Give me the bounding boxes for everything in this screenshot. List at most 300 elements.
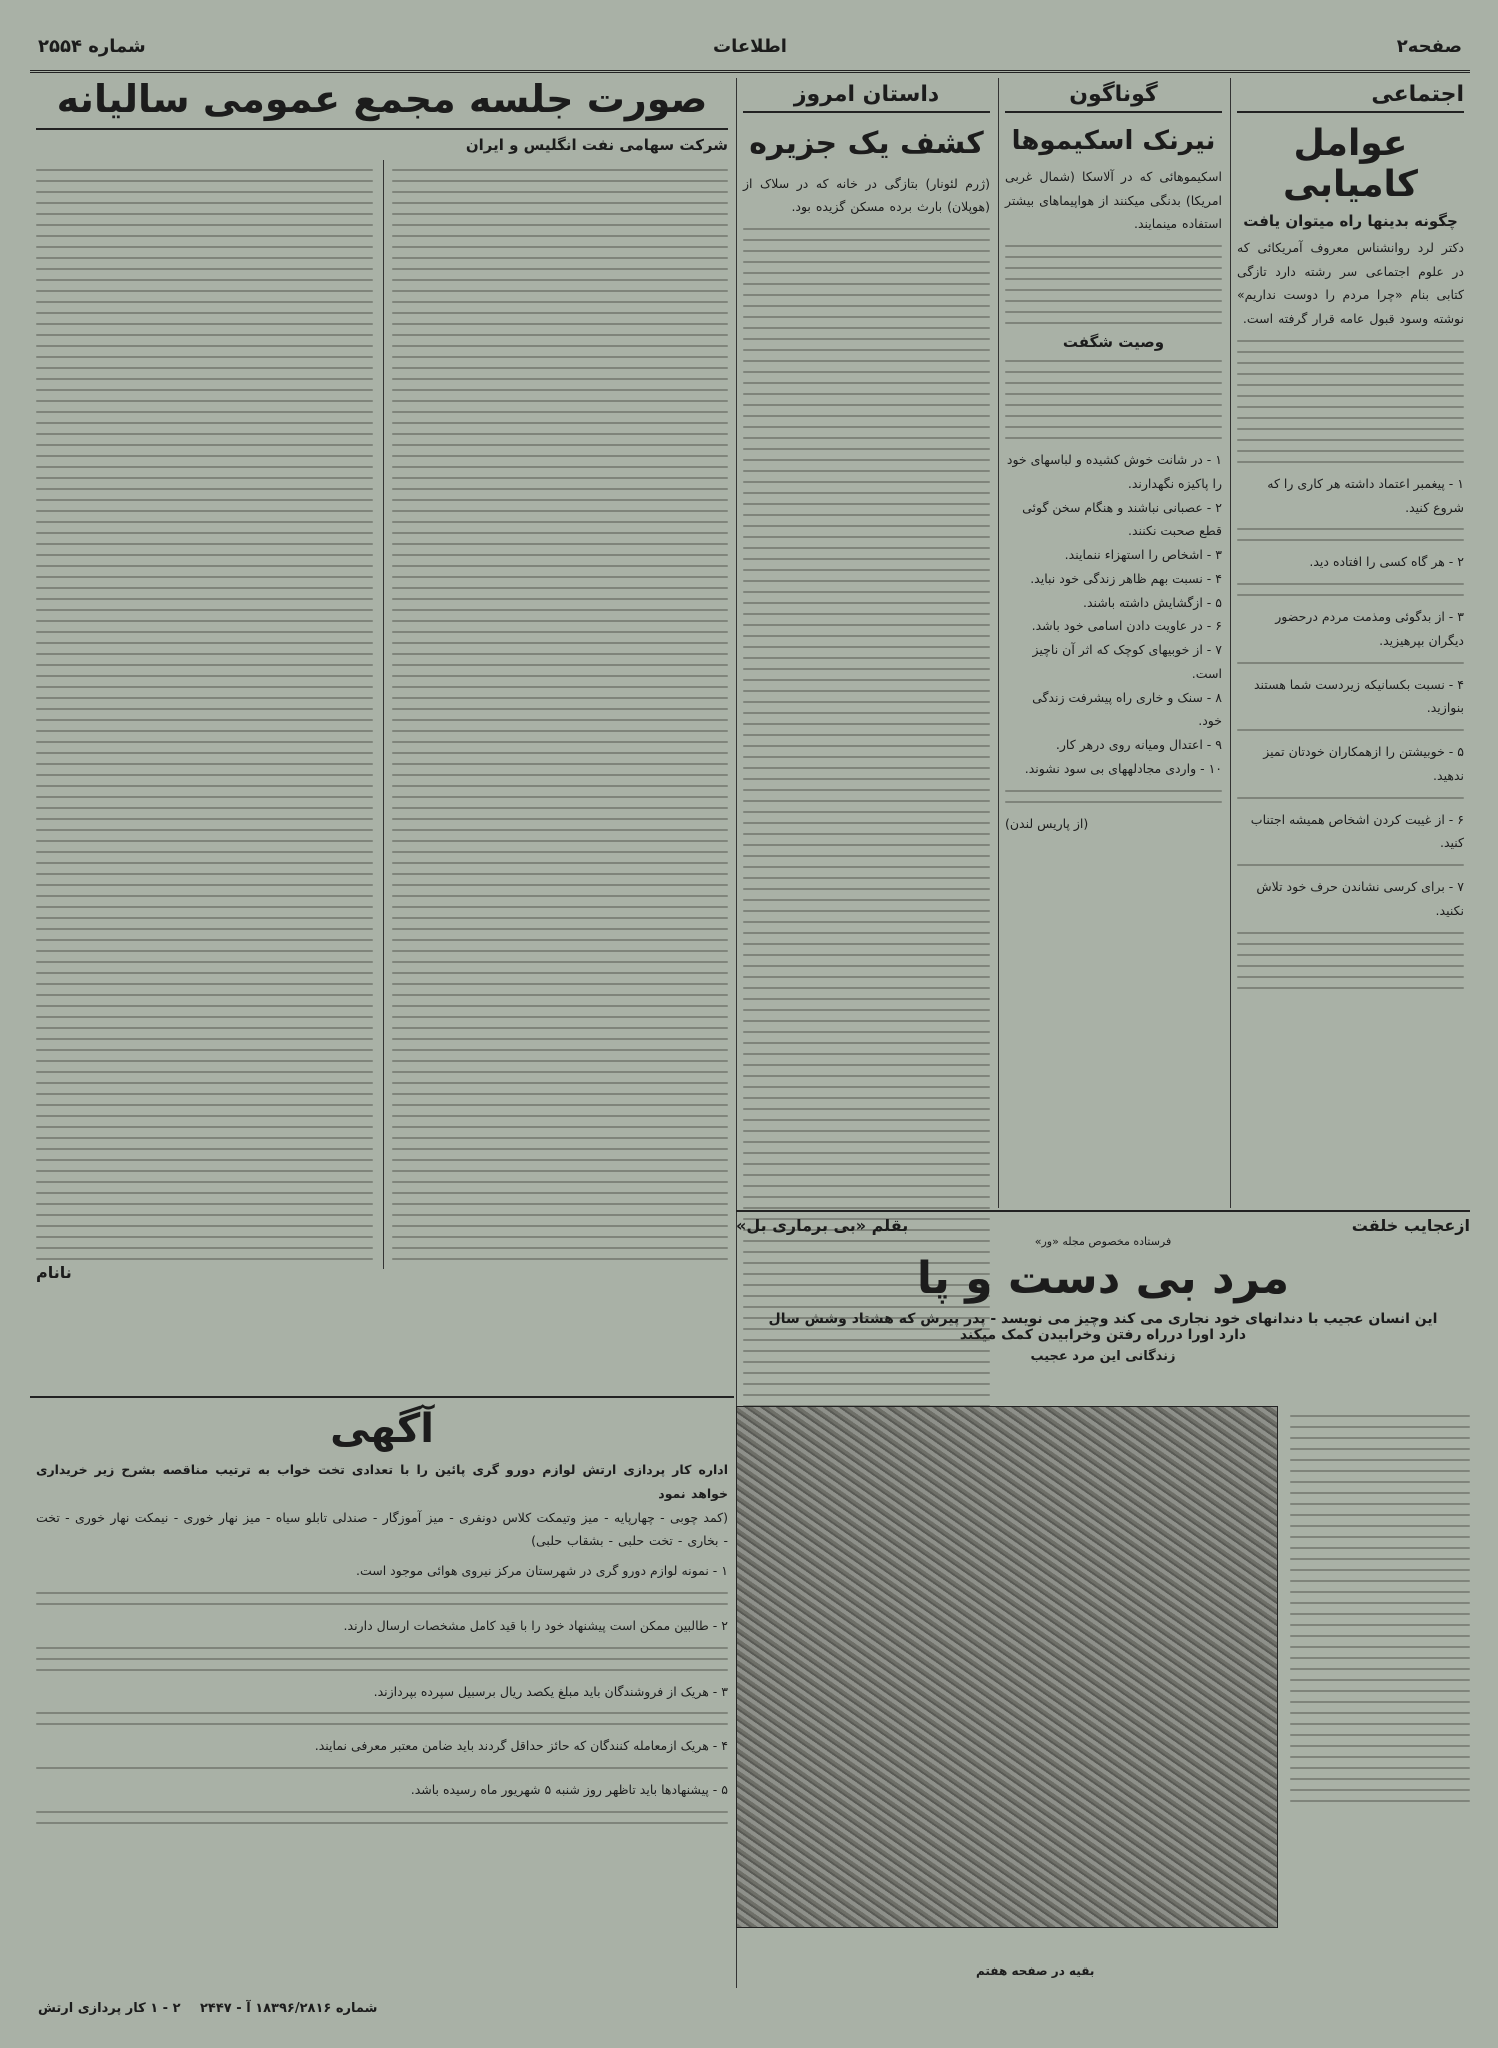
text-line [392, 422, 729, 424]
text-line [1290, 1437, 1470, 1439]
list-item: ۱ - پیغمبر اعتماد داشته هر کاری را که شروع کنید. [1267, 475, 1464, 515]
text-line [36, 279, 373, 281]
text-line [392, 169, 729, 171]
list-item: ۴ - هریک ازمعامله کنندگان که حائز حداقل گردند باید ضامن معتبر معرفی نمایند. [314, 1738, 728, 1754]
text-line [1290, 1668, 1470, 1670]
text-line [392, 1159, 729, 1161]
text-line [743, 1185, 990, 1187]
text-line [1237, 539, 1464, 541]
text-line [1290, 1580, 1470, 1582]
text-line [36, 378, 373, 380]
text-line [743, 855, 990, 857]
meeting-columns [36, 160, 728, 1269]
text-line [392, 1192, 729, 1194]
text-line [36, 950, 373, 952]
text-line [1290, 1712, 1470, 1714]
text-line [1290, 1558, 1470, 1560]
list-item: ۶ - از غیبت کردن اشخاص همیشه اجتناب کنید. [1250, 811, 1464, 851]
text-line [743, 338, 990, 340]
text-lines [1290, 1415, 1470, 1802]
headline-wonders: مرد بی دست و پا [916, 1253, 1290, 1304]
text-line [392, 312, 729, 314]
text-line [36, 499, 373, 501]
text-line [36, 543, 373, 545]
text-line [36, 609, 373, 611]
ad-footer-org: ۲ - ۱ کار پردازی ارتش [38, 2001, 181, 2016]
headline-story: کشف یک جزیره [749, 126, 984, 161]
newspaper-page [30, 30, 1470, 2020]
text-line [743, 514, 990, 516]
list-misc [1005, 448, 1222, 835]
text-line [36, 1647, 728, 1649]
text-line [36, 1082, 373, 1084]
text-line [743, 1130, 990, 1132]
text-line [1290, 1514, 1470, 1516]
text-line [743, 965, 990, 967]
text-line [743, 415, 990, 417]
text-line [36, 235, 373, 237]
text-line [1290, 1613, 1470, 1615]
text-line [36, 334, 373, 336]
text-line [36, 246, 373, 248]
text-line [36, 653, 373, 655]
text-line [392, 730, 729, 732]
text-line [392, 488, 729, 490]
text-line [36, 1016, 373, 1018]
text-line [1005, 426, 1222, 428]
text-line [36, 686, 373, 688]
text-line [392, 345, 729, 347]
text-line [743, 789, 990, 791]
page-footer [30, 1992, 1470, 2020]
text-line [36, 1005, 373, 1007]
text-line [1290, 1745, 1470, 1747]
text-line [743, 932, 990, 934]
text-line [392, 620, 729, 622]
text-line [392, 653, 729, 655]
list-item: ۱ - در شانت خوش کشیده و لباسهای خود را پاکیزه نگهدارند. [1006, 452, 1222, 491]
page-number: صفحه۲ [1396, 36, 1462, 57]
text-line [743, 1174, 990, 1176]
text-line [1237, 954, 1464, 956]
text-line [1237, 864, 1464, 866]
list-item: ۲ - طالبین ممکن است پیشنهاد خود را با قید کامل مشخصات ارسال دارند. [343, 1617, 728, 1633]
text-line [1005, 245, 1222, 247]
text-line [743, 492, 990, 494]
text-line [36, 345, 373, 347]
ad-block [30, 1396, 734, 1986]
text-line [392, 433, 729, 435]
text-line [392, 1258, 729, 1260]
text-line [36, 400, 373, 402]
text-line [1237, 583, 1464, 585]
text-line [36, 818, 373, 820]
headline-misc: نیرنک اسکیموها [1011, 126, 1216, 156]
text-line [743, 833, 990, 835]
text-line [1290, 1723, 1470, 1725]
text-line [392, 961, 729, 963]
text-line [36, 884, 373, 886]
list-item: ۷ - از خوبیهای کوچک که اثر آن ناچیز است. [1032, 642, 1222, 681]
text-line [36, 224, 373, 226]
text-line [392, 510, 729, 512]
text-line [743, 690, 990, 692]
text-line [392, 279, 729, 281]
text-line [1237, 384, 1464, 386]
text-line [743, 305, 990, 307]
text-line [743, 1163, 990, 1165]
list-item: ۱۰ - واردی مجادلههای بی سود نشوند. [1024, 760, 1222, 776]
text-line [36, 466, 373, 468]
text-line [36, 1214, 373, 1216]
column-misc [998, 78, 1228, 1208]
text-line [392, 389, 729, 391]
text-line [743, 1075, 990, 1077]
byline: بقلم «بی برماری بل» [736, 1216, 909, 1235]
text-line [392, 367, 729, 369]
text-line [743, 1042, 990, 1044]
text-line [392, 895, 729, 897]
text-line [392, 774, 729, 776]
text-line [392, 257, 729, 259]
text-line [743, 503, 990, 505]
text-line [1290, 1800, 1470, 1802]
text-line [392, 785, 729, 787]
text-line [743, 877, 990, 879]
text-line [743, 646, 990, 648]
text-line [743, 360, 990, 362]
text-line [743, 811, 990, 813]
text-line [392, 664, 729, 666]
source-note: (از پاریس لندن) [1005, 815, 1089, 831]
ad-footer-ref: شماره ۱۸۳۹۶/۲۸۱۶ آ - ۲۴۴۷ [200, 2001, 378, 2016]
text-line [392, 598, 729, 600]
text-line [743, 547, 990, 549]
text-line [1237, 450, 1464, 452]
text-line [36, 587, 373, 589]
subhead-social: چگونه بدینها راه میتوان یافت [1243, 211, 1458, 230]
text-line [1005, 267, 1222, 269]
text-line [392, 444, 729, 446]
text-line [743, 679, 990, 681]
text-line [36, 411, 373, 413]
text-line [36, 1181, 373, 1183]
text-line [743, 1009, 990, 1011]
text-line [1237, 987, 1464, 989]
list-item: ۵ - ازگشایش داشته باشند. [1082, 594, 1222, 610]
text-line [36, 840, 373, 842]
text-line [392, 862, 729, 864]
text-line [1237, 428, 1464, 430]
text-line [392, 334, 729, 336]
text-line [1237, 932, 1464, 934]
text-line [392, 477, 729, 479]
ad-lead: اداره کار پردازی ارتش لوازم دورو گری پائین را با تعدادی تخت خواب به ترتیب مناقصه بشرح زیر خریداری خواهد نمود [36, 1462, 728, 1501]
text-line [36, 741, 373, 743]
text-line [1005, 404, 1222, 406]
text-line [36, 213, 373, 215]
text-line [743, 701, 990, 703]
text-line [36, 532, 373, 534]
wonders-block [736, 1216, 1470, 1986]
text-line [392, 851, 729, 853]
section-title-misc: گوناگون [1005, 78, 1222, 113]
text-line [743, 272, 990, 274]
text-line [743, 404, 990, 406]
closing-word: نانام [36, 1262, 72, 1282]
text-line [36, 664, 373, 666]
text-line [1237, 461, 1464, 463]
text-line [1290, 1525, 1470, 1527]
text-line [36, 169, 373, 171]
issue-number: شماره ۲۵۵۴ [38, 36, 146, 57]
text-line [743, 998, 990, 1000]
text-line [36, 510, 373, 512]
text-line [1005, 382, 1222, 384]
text-line [392, 642, 729, 644]
text-line [743, 767, 990, 769]
text-line [392, 994, 729, 996]
text-line [743, 954, 990, 956]
list-item: ۲ - عصبانی نباشند و هنگام سخن گوئی قطع صحبت نکنند. [1022, 499, 1222, 539]
text-line [743, 888, 990, 890]
text-line [36, 1712, 728, 1714]
text-line [392, 1170, 729, 1172]
text-line [36, 917, 373, 919]
text-line [1290, 1679, 1470, 1681]
text-line [36, 1060, 373, 1062]
text-line [1290, 1734, 1470, 1736]
text-line [743, 371, 990, 373]
text-line [36, 389, 373, 391]
masthead [30, 30, 1470, 73]
text-line [36, 620, 373, 622]
text-line [1290, 1657, 1470, 1659]
text-line [743, 866, 990, 868]
text-line [1290, 1635, 1470, 1637]
text-line [743, 536, 990, 538]
text-line [1237, 373, 1464, 375]
text-line [392, 752, 729, 754]
list-item: ۱ - نمونه لوازم دورو گری در شهرستان مرکز نیروی هوائی موجود است. [356, 1563, 728, 1578]
text-line [1005, 437, 1222, 439]
text-line [36, 367, 373, 369]
text-line [743, 602, 990, 604]
text-line [1005, 371, 1222, 373]
text-line [392, 807, 729, 809]
text-line [1290, 1778, 1470, 1780]
text-line [392, 1236, 729, 1238]
text-line [36, 1159, 373, 1161]
text-line [36, 1148, 373, 1150]
headline-social: عوامل کامیابی [1283, 123, 1418, 206]
text-line [1290, 1690, 1470, 1692]
text-line [36, 565, 373, 567]
text-line [1290, 1492, 1470, 1494]
text-line [1290, 1547, 1470, 1549]
text-line [1237, 340, 1464, 342]
meeting-col-left [36, 160, 373, 1269]
text-line [743, 1196, 990, 1198]
text-line [392, 972, 729, 974]
text-line [392, 840, 729, 842]
text-line [392, 565, 729, 567]
text-line [392, 939, 729, 941]
headline-meeting: صورت جلسه مجمع عمومی سالیانه [36, 78, 728, 130]
text-line [36, 1093, 373, 1095]
text-line [36, 730, 373, 732]
text-lines [1005, 360, 1222, 439]
text-line [743, 327, 990, 329]
text-line [392, 554, 729, 556]
text-line [743, 316, 990, 318]
divider-wonders [736, 1210, 1470, 1212]
text-line [36, 1658, 728, 1660]
text-line [1005, 801, 1222, 803]
text-line [36, 301, 373, 303]
text-line [743, 613, 990, 615]
text-line [392, 301, 729, 303]
text-line [1237, 406, 1464, 408]
text-line [36, 675, 373, 677]
text-line [1005, 790, 1222, 792]
text-line [743, 437, 990, 439]
text-line [743, 569, 990, 571]
text-line [1237, 362, 1464, 364]
text-line [36, 444, 373, 446]
text-line [392, 1104, 729, 1106]
text-line [743, 899, 990, 901]
text-line [36, 1192, 373, 1194]
text-line [392, 917, 729, 919]
text-line [36, 191, 373, 193]
intro-social: دکتر لرد روانشناس معروف آمریکائی که در علوم اجتماعی سر رشته دارد تازگی کتابی بنام «چرا مردم را دوست نداریم» نوشته وسود قبول عامه قرار گرفته است. [1237, 239, 1464, 327]
text-line [36, 1767, 728, 1769]
text-line [743, 712, 990, 714]
list-item: ۳ - هریک از فروشندگان باید مبلغ یکصد ریال برسبیل سپرده بپردازند. [373, 1683, 728, 1699]
byline-note: فرستاده مخصوص مجله «ور» [1034, 1235, 1172, 1248]
text-line [743, 481, 990, 483]
ad-list [36, 1559, 728, 1824]
text-line [392, 708, 729, 710]
text-line [392, 323, 729, 325]
meeting-col-right [383, 160, 729, 1269]
text-line [392, 873, 729, 875]
column-meeting [30, 78, 734, 1388]
text-line [1290, 1536, 1470, 1538]
list-item: ۹ - اعتدال ومیانه روی درهر کار. [1055, 737, 1222, 753]
text-line [36, 1126, 373, 1128]
text-lines [392, 169, 729, 1260]
text-line [1290, 1767, 1470, 1769]
text-line [36, 719, 373, 721]
column-social [1230, 78, 1470, 1208]
text-line [36, 521, 373, 523]
text-line [743, 624, 990, 626]
text-line [1005, 278, 1222, 280]
text-line [36, 1038, 373, 1040]
text-line [36, 939, 373, 941]
text-line [1005, 322, 1222, 324]
text-line [392, 906, 729, 908]
text-line [392, 290, 729, 292]
list-item: ۵ - خوبیشتن را ازهمکاران خودتان تمیز ندهید. [1263, 744, 1464, 783]
text-line [1005, 289, 1222, 291]
text-line [743, 800, 990, 802]
text-line [36, 1811, 728, 1813]
list-item: ۶ - در عاویت دادن اسامی خود باشد. [1031, 618, 1222, 634]
text-line [1005, 256, 1222, 258]
text-line [392, 455, 729, 457]
text-line [392, 983, 729, 985]
text-line [36, 697, 373, 699]
subhead-meeting: شرکت سهامی نفت انگلیس و ایران [465, 135, 728, 154]
text-line [392, 213, 729, 215]
text-line [392, 1126, 729, 1128]
text-line [392, 1225, 729, 1227]
text-line [743, 635, 990, 637]
list-item: ۲ - هر گاه کسی را افتاده دید. [1309, 554, 1464, 570]
text-line [36, 1027, 373, 1029]
text-line [36, 180, 373, 182]
text-line [392, 400, 729, 402]
text-line [36, 1225, 373, 1227]
list-item: ۷ - برای کرسی نشاندن حرف خود تلاش نکنید. [1256, 879, 1464, 918]
text-line [392, 1137, 729, 1139]
text-line [743, 239, 990, 241]
list-item: ۳ - از بدگوئی ومذمت مردم درحضور دیگران بپرهیزید. [1275, 609, 1464, 648]
text-line [1290, 1426, 1470, 1428]
text-line [392, 631, 729, 633]
text-line [36, 785, 373, 787]
text-line [1290, 1569, 1470, 1571]
text-line [1290, 1459, 1470, 1461]
text-line [743, 283, 990, 285]
text-line [392, 686, 729, 688]
text-line [36, 598, 373, 600]
text-line [36, 356, 373, 358]
text-line [36, 1258, 373, 1260]
text-line [392, 180, 729, 182]
text-line [743, 448, 990, 450]
text-line [36, 1049, 373, 1051]
text-line [1237, 965, 1464, 967]
text-line [743, 745, 990, 747]
text-line [392, 268, 729, 270]
text-line [743, 261, 990, 263]
text-line [1290, 1602, 1470, 1604]
text-line [36, 796, 373, 798]
intro-misc: اسکیموهائی که در آلاسکا (شمال غربی امریکا) بدنگی میکنند از هواپیماهای بیشتر استفاده مینمایند. [1005, 168, 1222, 232]
newspaper-name: اطلاعات [713, 36, 787, 57]
text-line [392, 697, 729, 699]
text-line [36, 1104, 373, 1106]
intro-story: (ژرم لئونار) بتازگی در خانه که در سلاک از (هوپلان) بارث برده مسکن گزیده بود. [743, 175, 990, 215]
text-line [36, 708, 373, 710]
text-line [36, 268, 373, 270]
text-line [392, 1049, 729, 1051]
text-line [392, 1203, 729, 1205]
text-line [36, 972, 373, 974]
text-line [36, 961, 373, 963]
text-line [36, 895, 373, 897]
text-line [743, 723, 990, 725]
text-line [1237, 395, 1464, 397]
wonders-text [1290, 1406, 1470, 1811]
text-line [743, 921, 990, 923]
text-line [1290, 1756, 1470, 1758]
list-social [1237, 472, 1464, 989]
